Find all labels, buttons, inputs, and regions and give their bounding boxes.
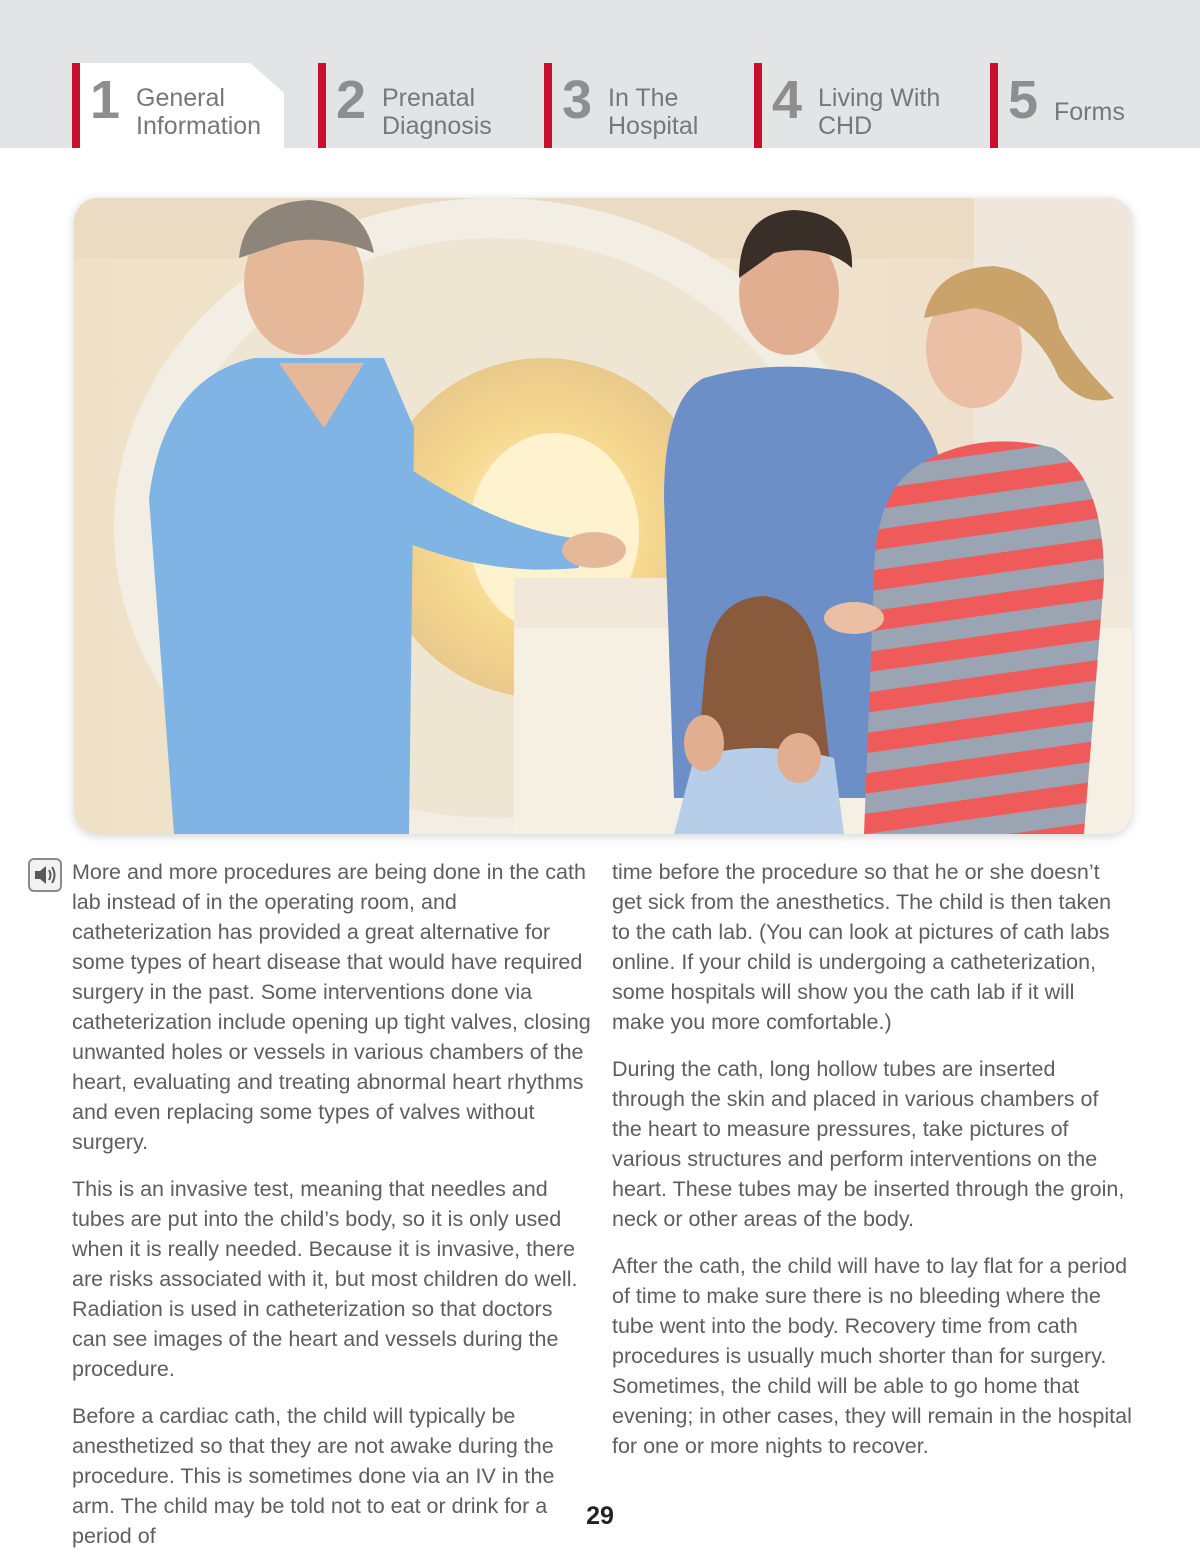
tab-label bbox=[136, 84, 261, 140]
tab-accent-bar bbox=[318, 63, 326, 148]
chapter-nav bbox=[0, 0, 1200, 148]
tab-label-line: CHD bbox=[818, 112, 873, 140]
paragraph: During the cath, long hollow tubes are inserted through the skin and placed in various chambers of the heart to measure pressures, take pictures of various structures and perform interventions on the heart. These tubes may be inserted through the groin, neck or other areas of the body. bbox=[612, 1057, 1125, 1231]
text-column-left bbox=[72, 857, 592, 1568]
tab-accent-bar bbox=[754, 63, 762, 148]
photo-doctor-family-mri bbox=[74, 198, 1132, 834]
tab-label-line: Information bbox=[136, 112, 262, 140]
paragraph: More and more procedures are being done in the cath lab instead of in the operating room, and catheterization has provided a great alternative for some types of heart disease that would have required surgery in the past. Some interventions done via catheterization include opening up tight valves, closing unwanted holes or vessels in various chambers of the heart, evaluating and treating abnormal heart rhythms and even replacing some types of valves without surgery. bbox=[72, 860, 591, 1154]
tab-number: 3 bbox=[562, 70, 593, 130]
tab-number: 4 bbox=[772, 70, 803, 130]
tab-label bbox=[818, 84, 940, 140]
tab-label bbox=[1054, 98, 1125, 126]
tab-prenatal-diagnosis[interactable] bbox=[318, 63, 518, 148]
paragraph: This is an invasive test, meaning that needles and tubes are put into the child’s body, so it is only used when it is really needed. Because it is invasive, there are risks associated with it, but most children do well. Radiation is used in catheterization so that doctors can see images of the heart and vessels during the procedure. bbox=[72, 1177, 578, 1381]
photo-illustration bbox=[74, 198, 1132, 834]
paragraph: Before a cardiac cath, the child will typically be anesthetized so that they are not awake during the procedure. This is sometimes done via an IV in the arm. The child may be told not to eat or drink for a period of bbox=[72, 1404, 555, 1548]
tab-label bbox=[608, 84, 698, 140]
paragraph: time before the procedure so that he or she doesn’t get sick from the anesthetics. The child is then taken to the cath lab. (You can look at pictures of cath labs online. If your child is undergoing a catheterization, some hospitals will show you the cath lab if it will make you more comfortable.) bbox=[612, 860, 1112, 1034]
speaker-glyph bbox=[30, 860, 60, 890]
page-number: 29 bbox=[586, 1502, 614, 1530]
tab-label-line: Hospital bbox=[608, 112, 699, 140]
tab-label-line: General bbox=[136, 84, 225, 112]
text-column-right bbox=[612, 857, 1132, 1478]
tab-accent-bar bbox=[72, 63, 80, 148]
tab-number: 5 bbox=[1008, 70, 1039, 130]
tab-label-line: Forms bbox=[1054, 98, 1125, 126]
tab-living-with-chd[interactable] bbox=[754, 63, 964, 148]
tab-accent-bar bbox=[990, 63, 998, 148]
tab-label-line: Prenatal bbox=[382, 84, 476, 112]
tab-forms[interactable] bbox=[990, 63, 1170, 148]
tab-in-the-hospital[interactable] bbox=[544, 63, 744, 148]
speaker-icon[interactable] bbox=[28, 858, 62, 892]
tab-label-line: Living With bbox=[818, 84, 941, 112]
tab-accent-bar bbox=[544, 63, 552, 148]
paragraph: After the cath, the child will have to lay flat for a period of time to make sure there is no bleeding where the tube went into the body. Recovery time from cath procedures is usually much shorter than for surgery. Sometimes, the child will be able to go home that evening; in other cases, they will remain in the hospital for one or more nights to recover. bbox=[612, 1254, 1132, 1458]
tab-label-line: Diagnosis bbox=[382, 112, 492, 140]
tab-general-information[interactable] bbox=[72, 63, 286, 148]
tab-label bbox=[382, 84, 492, 140]
tab-label-line: In The bbox=[608, 84, 679, 112]
tab-number: 1 bbox=[90, 70, 121, 130]
tab-number: 2 bbox=[336, 70, 367, 130]
